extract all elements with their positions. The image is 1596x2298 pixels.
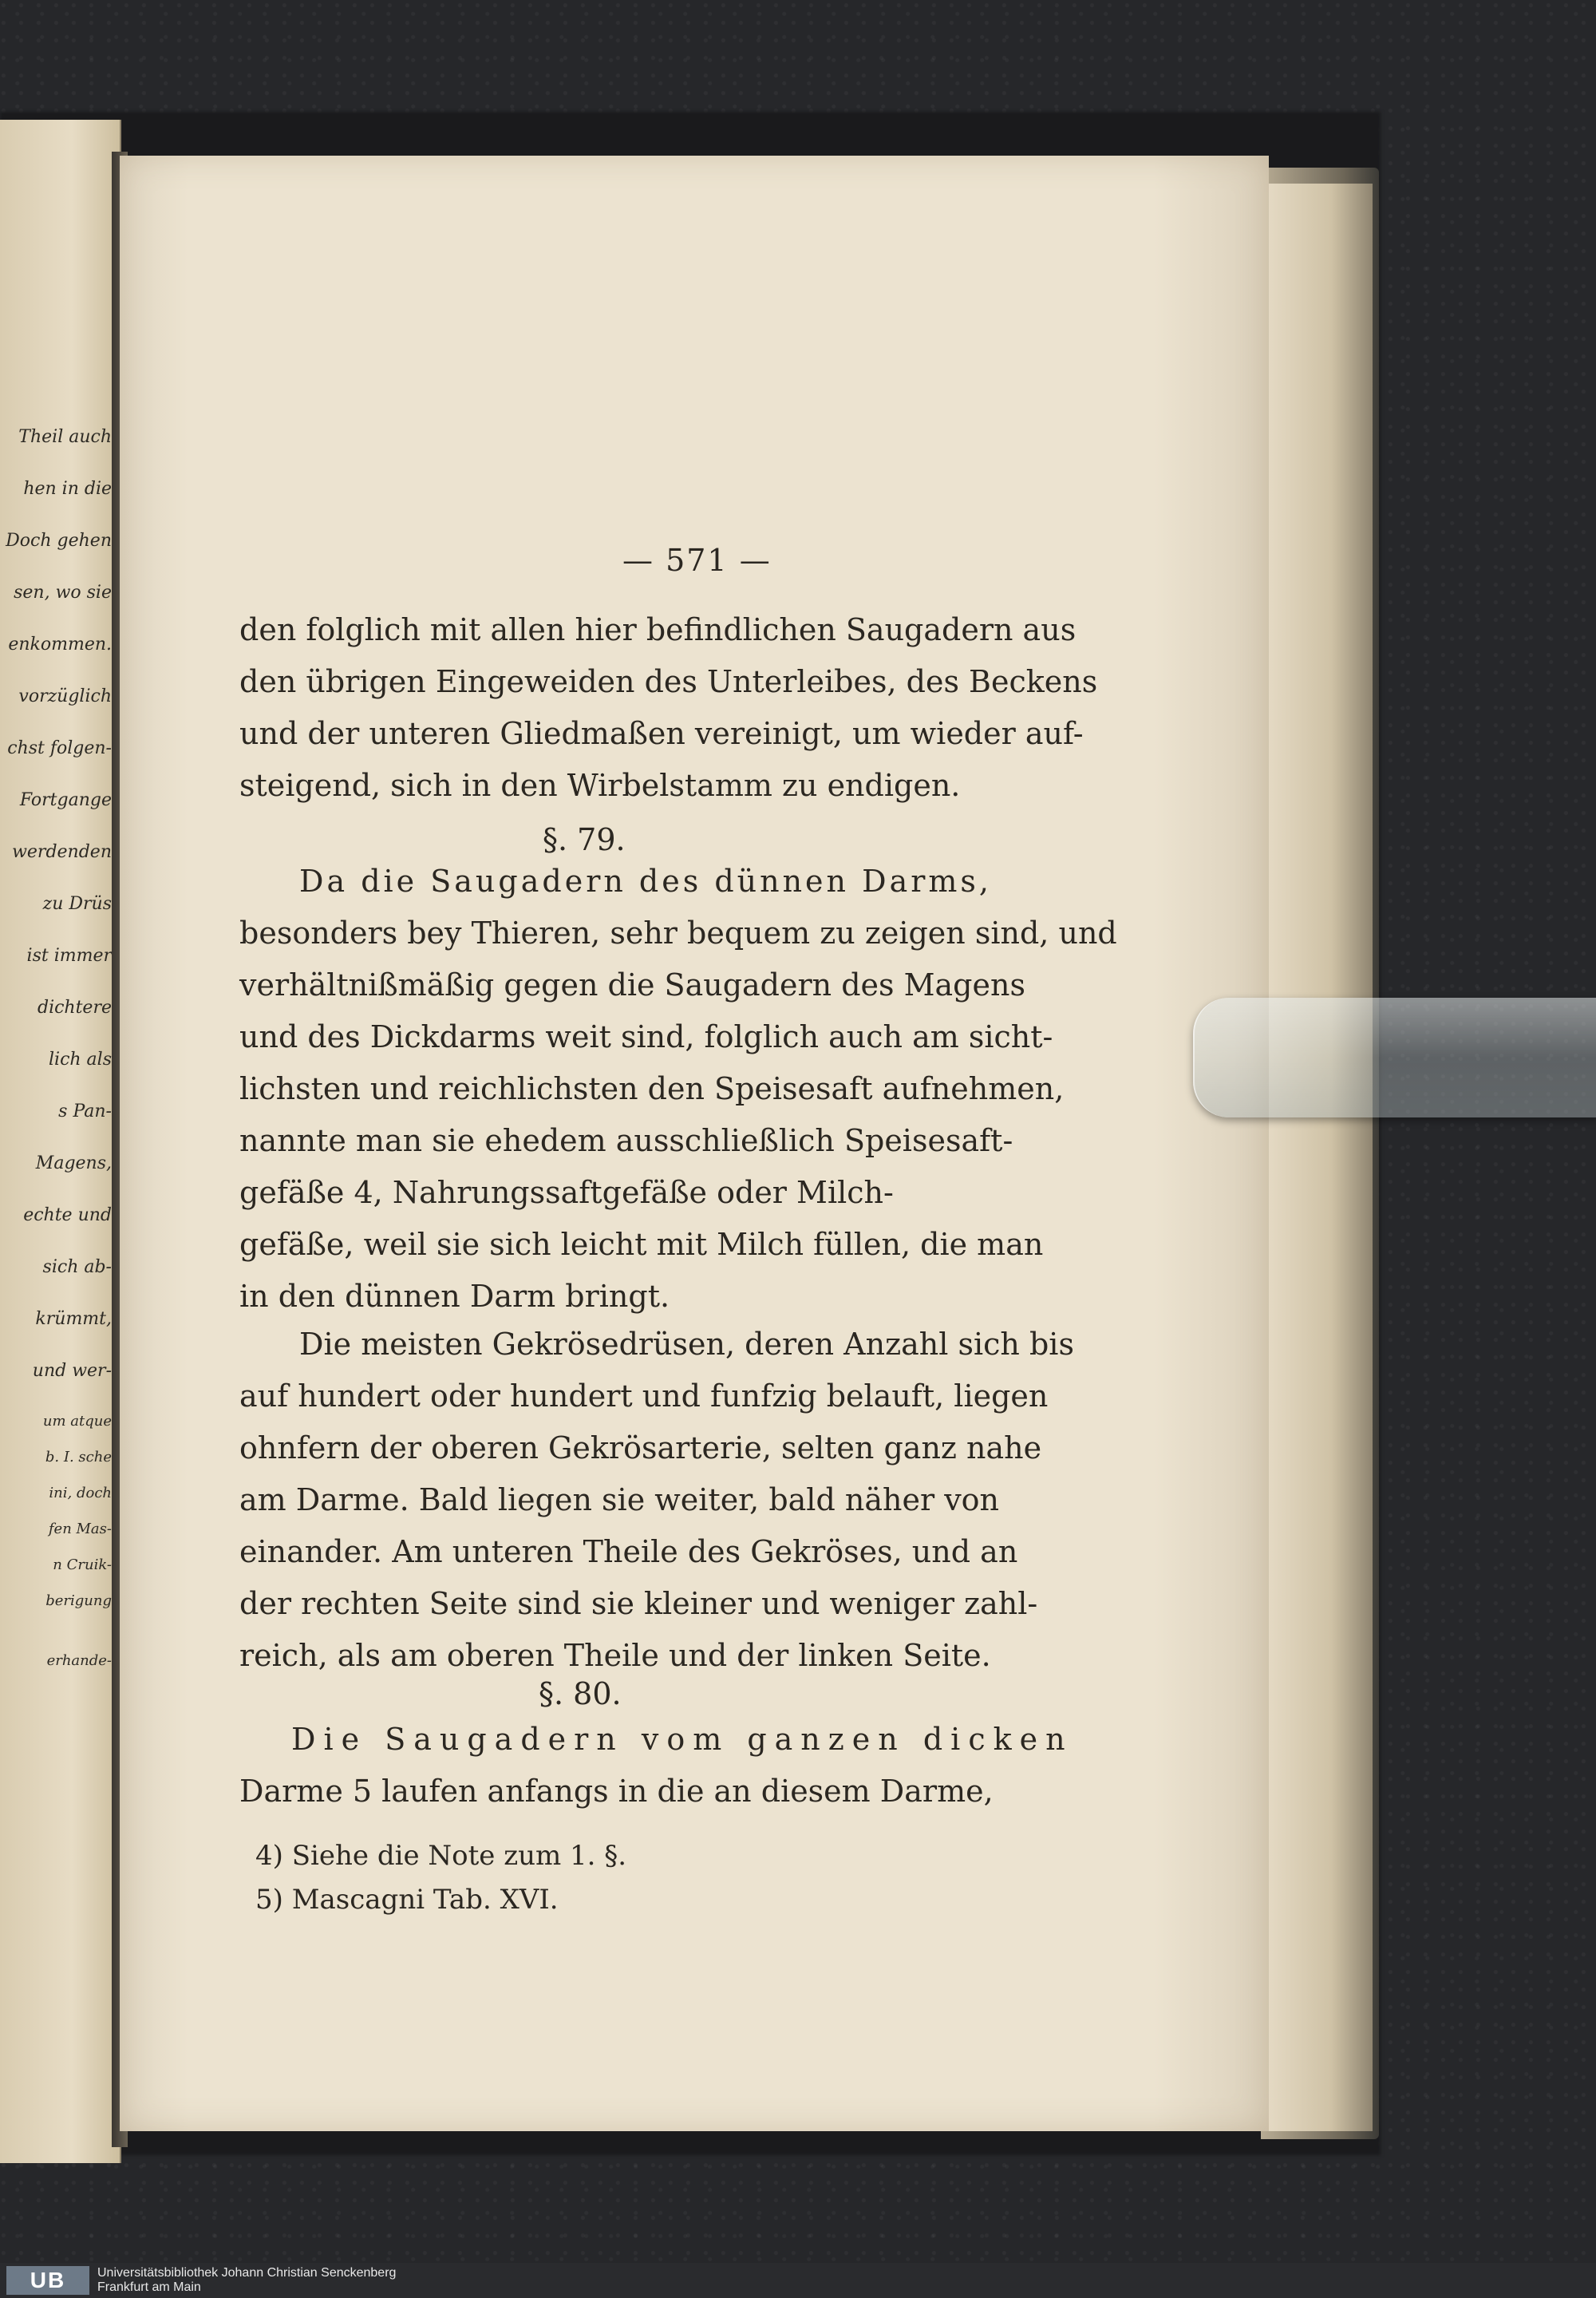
left-fragment: dichtere [37, 998, 112, 1018]
section-heading-80: §. 80. [539, 1676, 622, 1711]
left-fragment: echte und [23, 1205, 112, 1225]
text-line: Die meisten Gekrösedrüsen, deren Anzahl sich bis [299, 1327, 1074, 1362]
left-fragment: sich ab- [42, 1257, 112, 1277]
left-fragment: enkommen. [8, 635, 112, 655]
ub-logo: UB [6, 2266, 89, 2295]
section-heading-79: §. 79. [543, 822, 626, 857]
text-line: verhältnißmäßig gegen die Saugadern des Magens [239, 967, 1025, 1003]
left-fragment: vorzüglich [18, 686, 112, 706]
left-fragment: n Cruik- [53, 1556, 112, 1573]
text-line: ohnfern der oberen Gekrösarterie, selten ganz nahe [239, 1430, 1042, 1465]
footnote: 4) Siehe die Note zum 1. §. [255, 1840, 627, 1872]
left-fragment: berigung [45, 1592, 112, 1609]
text-line: lichsten und reichlichsten den Speisesaft aufnehmen, [239, 1071, 1065, 1106]
footer-line-2: Frankfurt am Main [97, 2280, 201, 2294]
left-fragment: s Pan- [58, 1102, 112, 1121]
transparent-page-clamp [1193, 998, 1596, 1117]
left-fragment: erhande- [46, 1652, 112, 1669]
left-fragment: lich als [49, 1050, 112, 1070]
text-line: den übrigen Eingeweiden des Unterleibes, des Beckens [239, 664, 1098, 699]
text-line: am Darme. Bald liegen sie weiter, bald näher von [239, 1482, 1000, 1517]
left-fragment: hen in die [23, 479, 112, 499]
text-line: steigend, sich in den Wirbelstamm zu endigen. [239, 768, 961, 803]
left-fragment: b. I. sche [45, 1449, 112, 1465]
left-fragment: sen, wo sie [14, 583, 112, 603]
book-page [120, 156, 1269, 2131]
left-fragment: ist immer [26, 946, 112, 966]
text-line: Da die Saugadern des dünnen Darms, [299, 864, 993, 899]
left-fragment: chst folgen- [7, 738, 112, 758]
left-fragment: fen Mas- [48, 1521, 112, 1537]
text-line: und des Dickdarms weit sind, folglich auch am sicht- [239, 1019, 1053, 1054]
page-edge-band [1269, 184, 1373, 2131]
text-line: und der unteren Gliedmaßen vereinigt, um wieder auf- [239, 716, 1084, 751]
left-fragment: und wer- [32, 1361, 112, 1381]
left-fragment: Doch gehen [6, 531, 112, 551]
text-line: auf hundert oder hundert und funfzig belauft, liegen [239, 1378, 1049, 1414]
footer-credit [97, 2266, 396, 2295]
library-footer [0, 2263, 1596, 2298]
text-line: gefäße, weil sie sich leicht mit Milch füllen, die man [239, 1227, 1044, 1262]
text-line: in den dünnen Darm bringt. [239, 1279, 670, 1314]
footnote: 5) Mascagni Tab. XVI. [255, 1884, 559, 1916]
text-line: Die Saugadern vom ganzen dicken [291, 1722, 1073, 1757]
left-page-edge [0, 120, 121, 2163]
left-fragment: Theil auch [18, 427, 112, 447]
text-line: Darme 5 laufen anfangs in die an diesem Darme, [239, 1774, 994, 1809]
text-line: gefäße 4, Nahrungssaftgefäße oder Milch- [239, 1175, 894, 1210]
text-line: nannte man sie ehedem ausschließlich Speisesaft- [239, 1123, 1013, 1158]
page-number: — 571 — [622, 543, 772, 578]
text-line: den folglich mit allen hier befindlichen Saugadern aus [239, 612, 1077, 647]
left-fragment: ini, doch [49, 1485, 112, 1501]
left-fragment: werdenden [12, 842, 112, 862]
left-fragment: krümmt, [35, 1309, 112, 1329]
text-line: reich, als am oberen Theile und der linken Seite. [239, 1638, 991, 1673]
text-line: der rechten Seite sind sie kleiner und weniger zahl- [239, 1586, 1038, 1621]
footer-line-1: Universitätsbibliothek Johann Christian Senckenberg [97, 2266, 397, 2280]
text-line: einander. Am unteren Theile des Gekröses, und an [239, 1534, 1018, 1569]
left-fragment: Fortgange [19, 790, 112, 810]
text-line: besonders bey Thieren, sehr bequem zu zeigen sind, und [239, 916, 1117, 951]
left-fragment: um atque [42, 1413, 112, 1430]
left-fragment: Magens, [35, 1153, 112, 1173]
page-text-block [120, 156, 1269, 2131]
left-fragment: zu Drüs [42, 894, 112, 914]
